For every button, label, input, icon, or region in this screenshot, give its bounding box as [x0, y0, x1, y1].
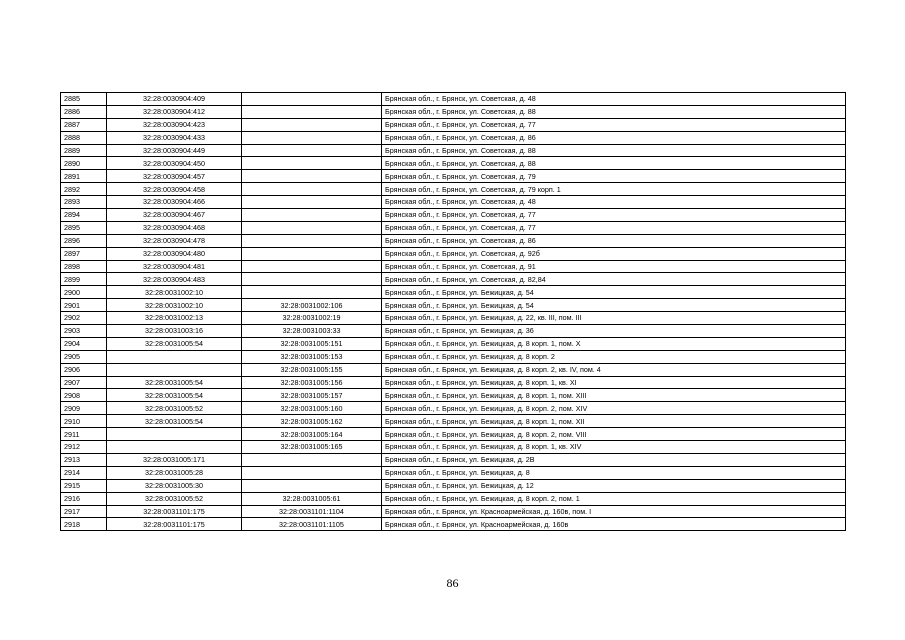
row-number-cell: 2916: [61, 492, 107, 505]
address-cell: Брянская обл., г. Брянск, ул. Бежицкая, д. 8 корп. 2, пом. 1: [382, 492, 846, 505]
cadastral-number-cell: 32:28:0030904:433: [107, 131, 242, 144]
related-cadastral-number-cell: 32:28:0031005:160: [242, 402, 382, 415]
related-cadastral-number-cell: [242, 93, 382, 106]
related-cadastral-number-cell: [242, 157, 382, 170]
address-cell: Брянская обл., г. Брянск, ул. Советская, д. 88: [382, 157, 846, 170]
cadastral-number-cell: [107, 363, 242, 376]
table-row: [61, 518, 846, 531]
related-cadastral-number-cell: [242, 144, 382, 157]
registry-table-body: [61, 93, 846, 531]
related-cadastral-number-cell: 32:28:0031002:19: [242, 312, 382, 325]
table-row: [61, 196, 846, 209]
cadastral-number-cell: [107, 350, 242, 363]
cadastral-number-cell: 32:28:0031005:52: [107, 492, 242, 505]
cadastral-number-cell: 32:28:0031101:175: [107, 505, 242, 518]
address-cell: Брянская обл., г. Брянск, ул. Бежицкая, д. 8 корп. 2, пом. XIV: [382, 402, 846, 415]
address-cell: Брянская обл., г. Брянск, ул. Советская, д. 88: [382, 144, 846, 157]
row-number-cell: 2896: [61, 234, 107, 247]
row-number-cell: 2908: [61, 389, 107, 402]
table-row: [61, 183, 846, 196]
row-number-cell: 2906: [61, 363, 107, 376]
table-row: [61, 260, 846, 273]
row-number-cell: 2913: [61, 453, 107, 466]
address-cell: Брянская обл., г. Брянск, ул. Советская, д. 77: [382, 118, 846, 131]
cadastral-number-cell: 32:28:0031005:54: [107, 389, 242, 402]
address-cell: Брянская обл., г. Брянск, ул. Бежицкая, д. 54: [382, 299, 846, 312]
related-cadastral-number-cell: 32:28:0031003:33: [242, 325, 382, 338]
address-cell: Брянская обл., г. Брянск, ул. Советская, д. 91: [382, 260, 846, 273]
table-row: [61, 466, 846, 479]
cadastral-number-cell: 32:28:0031005:54: [107, 376, 242, 389]
table-row: [61, 441, 846, 454]
page-number: 86: [446, 576, 459, 590]
related-cadastral-number-cell: [242, 273, 382, 286]
row-number-cell: 2915: [61, 479, 107, 492]
row-number-cell: 2897: [61, 247, 107, 260]
table-row: [61, 376, 846, 389]
cadastral-number-cell: [107, 441, 242, 454]
address-cell: Брянская обл., г. Брянск, ул. Советская, д. 88: [382, 105, 846, 118]
cadastral-number-cell: 32:28:0030904:480: [107, 247, 242, 260]
cadastral-number-cell: 32:28:0031003:16: [107, 325, 242, 338]
address-cell: Брянская обл., г. Брянск, ул. Советская, д. 86: [382, 131, 846, 144]
related-cadastral-number-cell: [242, 234, 382, 247]
address-cell: Брянская обл., г. Брянск, ул. Бежицкая, д. 8 корп. 1, кв. XI: [382, 376, 846, 389]
cadastral-number-cell: 32:28:0030904:412: [107, 105, 242, 118]
row-number-cell: 2910: [61, 415, 107, 428]
table-row: [61, 325, 846, 338]
row-number-cell: 2894: [61, 209, 107, 222]
row-number-cell: 2893: [61, 196, 107, 209]
related-cadastral-number-cell: [242, 453, 382, 466]
cadastral-number-cell: 32:28:0030904:423: [107, 118, 242, 131]
address-cell: Брянская обл., г. Брянск, ул. Красноармейская, д. 160в: [382, 518, 846, 531]
address-cell: Брянская обл., г. Брянск, ул. Советская, д. 86: [382, 234, 846, 247]
row-number-cell: 2909: [61, 402, 107, 415]
address-cell: Брянская обл., г. Брянск, ул. Советская, д. 79: [382, 170, 846, 183]
related-cadastral-number-cell: 32:28:0031005:151: [242, 337, 382, 350]
related-cadastral-number-cell: 32:28:0031005:157: [242, 389, 382, 402]
address-cell: Брянская обл., г. Брянск, ул. Советская, д. 92б: [382, 247, 846, 260]
related-cadastral-number-cell: [242, 131, 382, 144]
row-number-cell: 2886: [61, 105, 107, 118]
row-number-cell: 2899: [61, 273, 107, 286]
cadastral-number-cell: 32:28:0031005:54: [107, 415, 242, 428]
cadastral-number-cell: 32:28:0030904:449: [107, 144, 242, 157]
row-number-cell: 2900: [61, 286, 107, 299]
table-row: [61, 363, 846, 376]
cadastral-number-cell: 32:28:0030904:467: [107, 209, 242, 222]
address-cell: Брянская обл., г. Брянск, ул. Бежицкая, д. 8 корп. 1, кв. XIV: [382, 441, 846, 454]
row-number-cell: 2904: [61, 337, 107, 350]
related-cadastral-number-cell: [242, 466, 382, 479]
table-row: [61, 505, 846, 518]
table-row: [61, 144, 846, 157]
related-cadastral-number-cell: [242, 170, 382, 183]
row-number-cell: 2888: [61, 131, 107, 144]
cadastral-number-cell: 32:28:0030904:457: [107, 170, 242, 183]
row-number-cell: 2891: [61, 170, 107, 183]
cadastral-number-cell: 32:28:0030904:481: [107, 260, 242, 273]
table-row: [61, 286, 846, 299]
address-cell: Брянская обл., г. Брянск, ул. Бежицкая, д. 12: [382, 479, 846, 492]
table-row: [61, 337, 846, 350]
table-row: [61, 428, 846, 441]
row-number-cell: 2905: [61, 350, 107, 363]
cadastral-number-cell: 32:28:0030904:409: [107, 93, 242, 106]
table-row: [61, 415, 846, 428]
table-row: [61, 492, 846, 505]
row-number-cell: 2901: [61, 299, 107, 312]
table-row: [61, 221, 846, 234]
row-number-cell: 2914: [61, 466, 107, 479]
address-cell: Брянская обл., г. Брянск, ул. Бежицкая, д. 22, кв. III, пом. III: [382, 312, 846, 325]
cadastral-number-cell: 32:28:0031005:54: [107, 337, 242, 350]
cadastral-number-cell: 32:28:0030904:466: [107, 196, 242, 209]
address-cell: Брянская обл., г. Брянск, ул. Бежицкая, д. 8 корп. 1, пом. X: [382, 337, 846, 350]
related-cadastral-number-cell: [242, 221, 382, 234]
row-number-cell: 2898: [61, 260, 107, 273]
cadastral-number-cell: 32:28:0031005:171: [107, 453, 242, 466]
related-cadastral-number-cell: [242, 479, 382, 492]
related-cadastral-number-cell: [242, 286, 382, 299]
row-number-cell: 2902: [61, 312, 107, 325]
row-number-cell: 2912: [61, 441, 107, 454]
cadastral-number-cell: 32:28:0031005:30: [107, 479, 242, 492]
cadastral-number-cell: 32:28:0030904:483: [107, 273, 242, 286]
cadastral-number-cell: 32:28:0030904:458: [107, 183, 242, 196]
property-registry-table: [60, 92, 846, 531]
address-cell: Брянская обл., г. Брянск, ул. Бежицкая, д. 54: [382, 286, 846, 299]
related-cadastral-number-cell: 32:28:0031005:153: [242, 350, 382, 363]
address-cell: Брянская обл., г. Брянск, ул. Советская, д. 82,84: [382, 273, 846, 286]
related-cadastral-number-cell: [242, 247, 382, 260]
cadastral-number-cell: 32:28:0031101:175: [107, 518, 242, 531]
address-cell: Брянская обл., г. Брянск, ул. Бежицкая, д. 8 корп. 2: [382, 350, 846, 363]
row-number-cell: 2895: [61, 221, 107, 234]
related-cadastral-number-cell: 32:28:0031005:156: [242, 376, 382, 389]
related-cadastral-number-cell: [242, 105, 382, 118]
address-cell: Брянская обл., г. Брянск, ул. Советская, д. 77: [382, 221, 846, 234]
cadastral-number-cell: 32:28:0031005:52: [107, 402, 242, 415]
table-row: [61, 234, 846, 247]
table-row: [61, 131, 846, 144]
cadastral-number-cell: 32:28:0031002:10: [107, 299, 242, 312]
related-cadastral-number-cell: [242, 183, 382, 196]
table-row: [61, 479, 846, 492]
address-cell: Брянская обл., г. Брянск, ул. Красноармейская, д. 160в, пом. I: [382, 505, 846, 518]
address-cell: Брянская обл., г. Брянск, ул. Советская, д. 77: [382, 209, 846, 222]
related-cadastral-number-cell: 32:28:0031005:165: [242, 441, 382, 454]
related-cadastral-number-cell: 32:28:0031005:164: [242, 428, 382, 441]
row-number-cell: 2889: [61, 144, 107, 157]
address-cell: Брянская обл., г. Брянск, ул. Бежицкая, д. 8 корп. 2, пом. VIII: [382, 428, 846, 441]
table-row: [61, 157, 846, 170]
cadastral-number-cell: [107, 428, 242, 441]
cadastral-number-cell: 32:28:0030904:468: [107, 221, 242, 234]
related-cadastral-number-cell: [242, 260, 382, 273]
related-cadastral-number-cell: 32:28:0031101:1104: [242, 505, 382, 518]
table-row: [61, 105, 846, 118]
related-cadastral-number-cell: 32:28:0031005:155: [242, 363, 382, 376]
row-number-cell: 2903: [61, 325, 107, 338]
table-row: [61, 118, 846, 131]
table-row: [61, 453, 846, 466]
address-cell: Брянская обл., г. Брянск, ул. Бежицкая, д. 8 корп. 1, пом. XIII: [382, 389, 846, 402]
address-cell: Брянская обл., г. Брянск, ул. Бежицкая, д. 8 корп. 1, пом. XII: [382, 415, 846, 428]
row-number-cell: 2911: [61, 428, 107, 441]
address-cell: Брянская обл., г. Брянск, ул. Бежицкая, д. 2В: [382, 453, 846, 466]
address-cell: Брянская обл., г. Брянск, ул. Бежицкая, д. 36: [382, 325, 846, 338]
table-row: [61, 402, 846, 415]
address-cell: Брянская обл., г. Брянск, ул. Советская, д. 48: [382, 93, 846, 106]
cadastral-number-cell: 32:28:0030904:450: [107, 157, 242, 170]
address-cell: Брянская обл., г. Брянск, ул. Советская, д. 48: [382, 196, 846, 209]
row-number-cell: 2918: [61, 518, 107, 531]
address-cell: Брянская обл., г. Брянск, ул. Советская, д. 79 корп. 1: [382, 183, 846, 196]
table-row: [61, 170, 846, 183]
related-cadastral-number-cell: [242, 118, 382, 131]
cadastral-number-cell: 32:28:0031005:28: [107, 466, 242, 479]
related-cadastral-number-cell: 32:28:0031005:162: [242, 415, 382, 428]
address-cell: Брянская обл., г. Брянск, ул. Бежицкая, д. 8: [382, 466, 846, 479]
row-number-cell: 2885: [61, 93, 107, 106]
row-number-cell: 2890: [61, 157, 107, 170]
related-cadastral-number-cell: 32:28:0031005:61: [242, 492, 382, 505]
table-row: [61, 273, 846, 286]
cadastral-number-cell: 32:28:0031002:10: [107, 286, 242, 299]
table-row: [61, 299, 846, 312]
table-row: [61, 93, 846, 106]
cadastral-number-cell: 32:28:0030904:478: [107, 234, 242, 247]
related-cadastral-number-cell: [242, 209, 382, 222]
related-cadastral-number-cell: [242, 196, 382, 209]
table-row: [61, 312, 846, 325]
address-cell: Брянская обл., г. Брянск, ул. Бежицкая, д. 8 корп. 2, кв. IV, пом. 4: [382, 363, 846, 376]
row-number-cell: 2892: [61, 183, 107, 196]
table-row: [61, 209, 846, 222]
row-number-cell: 2917: [61, 505, 107, 518]
row-number-cell: 2887: [61, 118, 107, 131]
cadastral-number-cell: 32:28:0031002:13: [107, 312, 242, 325]
related-cadastral-number-cell: 32:28:0031002:106: [242, 299, 382, 312]
table-row: [61, 247, 846, 260]
table-row: [61, 350, 846, 363]
row-number-cell: 2907: [61, 376, 107, 389]
related-cadastral-number-cell: 32:28:0031101:1105: [242, 518, 382, 531]
table-row: [61, 389, 846, 402]
